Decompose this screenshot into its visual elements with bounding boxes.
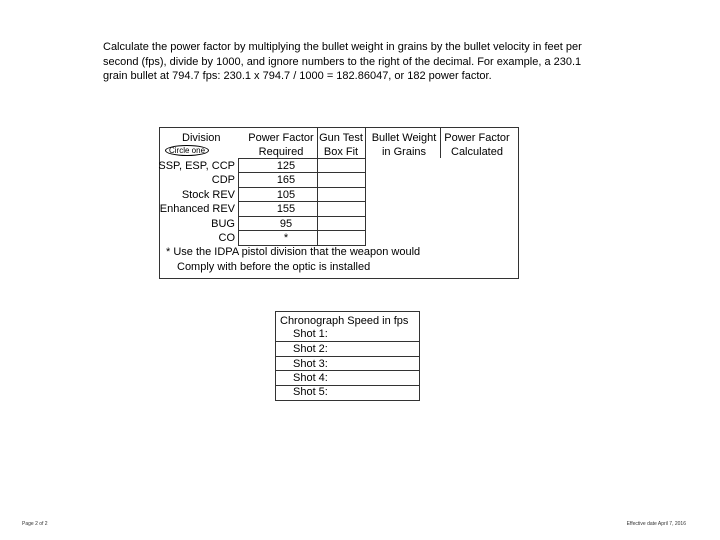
effective-date: Effective date April 7, 2016 (626, 521, 686, 527)
division-row-enhanced-rev: Enhanced REV (159, 203, 235, 215)
division-row-cdp: CDP (211, 174, 235, 186)
required-row-stock-rev: 105 (276, 189, 296, 201)
required-row-cdp: 165 (276, 174, 296, 186)
power-factor-required-header-2: Required (258, 146, 304, 158)
gun-test-header-2: Box Fit (323, 146, 359, 158)
required-row-bug: 95 (279, 218, 293, 230)
chronograph-table (275, 311, 420, 401)
division-row-ssp: SSP, ESP, CCP (158, 160, 235, 172)
required-row-co: * (283, 232, 289, 244)
instructions-line-1: Calculate the power factor by multiplying the bullet weight in grains by the bullet velocity in feet per (103, 41, 582, 53)
instructions-line-3: grain bullet at 794.7 fps: 230.1 x 794.7 / 1000 = 182.86047, or 182 power factor. (103, 70, 492, 82)
power-factor-calculated-header-2: Calculated (451, 146, 503, 158)
division-row-co: CO (218, 232, 235, 244)
chronograph-title: Chronograph Speed in fps (280, 315, 409, 327)
bullet-weight-header-2: in Grains (381, 146, 427, 158)
chronograph-shot-2: Shot 2: (293, 343, 328, 355)
power-factor-calculated-header-1: Power Factor (444, 132, 510, 144)
chronograph-shot-5: Shot 5: (293, 386, 328, 398)
chronograph-shot-4: Shot 4: (293, 372, 328, 384)
circle-one-label: Circle one (165, 145, 209, 156)
page-number: Page 2 of 2 (22, 521, 48, 527)
required-row-ssp: 125 (276, 160, 296, 172)
division-note-line-2: Comply with before the optic is installed (177, 261, 371, 273)
gun-test-header-1: Gun Test (319, 132, 363, 144)
instructions-paragraph (103, 40, 603, 84)
chronograph-shot-3: Shot 3: (293, 358, 328, 370)
instructions-line-2: second (fps), divide by 1000, and ignore numbers to the right of the decimal. For example, a 230.1 (103, 55, 582, 68)
division-table (159, 127, 519, 279)
division-header: Division (182, 132, 221, 144)
chronograph-shot-1: Shot 1: (293, 328, 328, 340)
division-row-bug: BUG (211, 218, 235, 230)
division-note-line-1: * Use the IDPA pistol division that the weapon would (166, 246, 421, 258)
required-row-enhanced-rev: 155 (276, 203, 296, 215)
division-row-stock-rev: Stock REV (181, 189, 235, 201)
bullet-weight-header-1: Bullet Weight (371, 132, 437, 144)
power-factor-required-header-1: Power Factor (248, 132, 314, 144)
